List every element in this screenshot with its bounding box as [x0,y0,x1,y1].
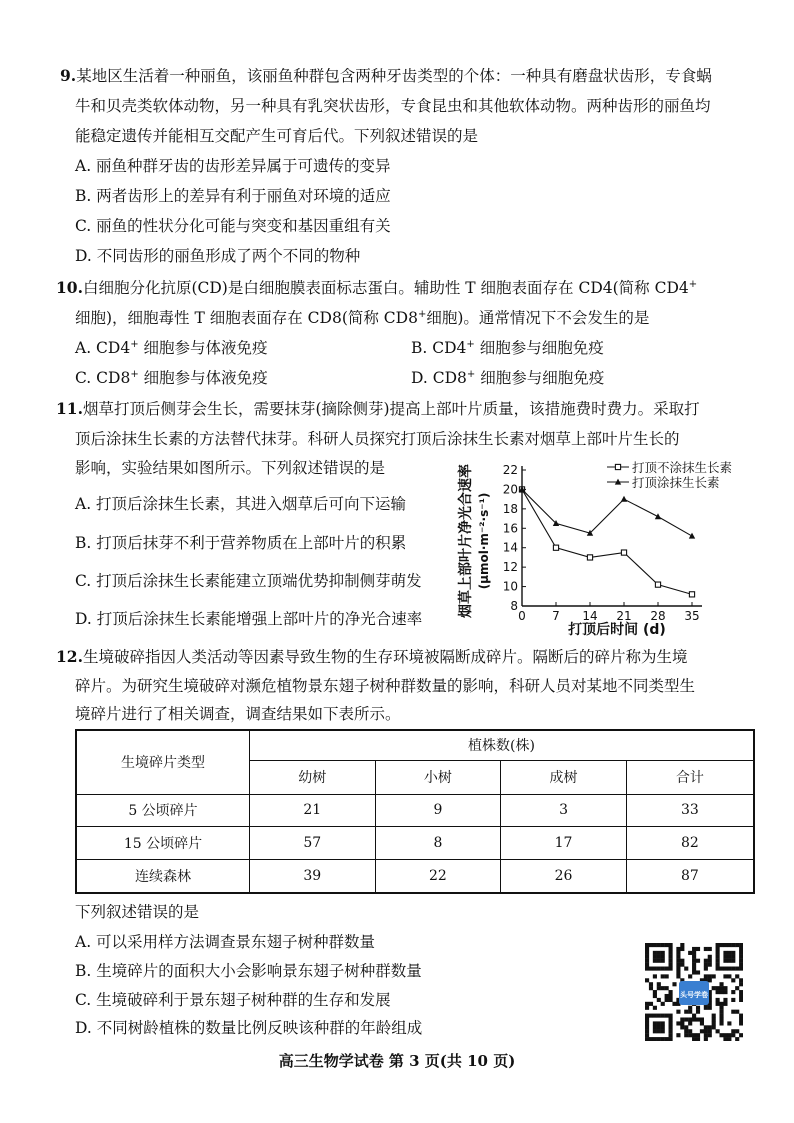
q10-option-d [411,368,604,388]
q9-line-3: 能稳定遗传并能相互交配产生可育后代。下列叙述错误的是 [75,127,479,145]
y-tick-label: 10 [502,579,518,594]
q12-option-b: B. 生境碎片的面积大小会影响景东翅子树种群数量 [75,962,422,980]
y-tick-label: 16 [502,521,518,536]
sup-plus: + [130,338,139,350]
q12-line-1 [56,647,687,667]
row-label: 连续森林 [76,860,250,894]
q11-option-a: A. 打顶后涂抹生长素，其进入烟草后可向下运输 [75,495,407,513]
x-tick-label: 7 [552,609,560,623]
qr-code-icon[interactable] [645,943,743,1041]
y-axis-unit: (μmol·m⁻²·s⁻¹) [477,492,491,590]
table-cell: 22 [375,860,501,894]
q9-line-1 [60,66,712,86]
q10-option-c [75,368,268,388]
q10-number: 10. [56,278,83,297]
table-cell: 3 [501,794,627,827]
table-cell: 39 [250,860,376,894]
q10-opt-b-pre: B. CD4 [411,339,467,357]
row-label: 15 公顷碎片 [76,827,250,860]
q12-text-1: 生境破碎指因人类活动等因素导致生物的生存环境被隔断成碎片。隔断后的碎片称为生境 [82,648,688,666]
table-cell: 8 [375,827,501,860]
line-chart [452,458,758,643]
data-point [621,550,626,555]
sup-plus: + [130,368,139,380]
q9-line-2: 牛和贝壳类软体动物，另一种具有乳突状齿形，专食昆虫和其他软体动物。两种齿形的丽鱼均 [75,97,711,115]
table-cell: 82 [626,827,754,860]
table-cell: 21 [250,794,376,827]
q9-option-b: B. 两者齿形上的差异有利于丽鱼对环境的适应 [75,187,391,205]
q10-opt-b-post: 细胞参与细胞免疫 [479,339,604,357]
data-point [655,513,661,519]
x-tick-label: 21 [616,609,632,623]
q10-text-1: 白细胞分化抗原(CD)是白细胞膜表面标志蛋白。辅助性 T 细胞表面存在 CD4(简称 CD4 [82,279,689,297]
legend-marker [615,464,620,469]
series-line-1 [522,489,692,594]
qr-badge: 头号学卷 [680,991,708,999]
q9-text-1: 某地区生活着一种丽鱼，该丽鱼种群包含两种牙齿类型的个体：一种具有磨盘状齿形，专食蜗 [76,67,712,85]
q10-opt-a-pre: A. CD4 [75,339,131,357]
q11-option-b: B. 打顶后抹芽不利于营养物质在上部叶片的积累 [75,534,407,552]
table-cell: 9 [375,794,501,827]
data-point [655,582,660,587]
table-cell: 33 [626,794,754,827]
q9-option-a: A. 丽鱼种群牙齿的齿形差异属于可遗传的变异 [75,157,391,175]
q10-opt-c-pre: C. CD8 [75,369,131,387]
q9-option-d: D. 不同齿形的丽鱼形成了两个不同的物种 [75,247,361,265]
q11-option-c: C. 打顶后涂抹生长素能建立顶端优势抑制侧芽萌发 [75,572,422,590]
data-point [689,592,694,597]
data-point [689,533,695,539]
q10-text-2b: 细胞)。通常情况下不会发生的是 [426,309,650,327]
q10-line-1 [56,278,697,298]
q12-line-2: 碎片。为研究生境破碎对濒危植物景东翅子树种群数量的影响，科研人员对某地不同类型生 [75,677,696,695]
q12-option-a: A. 可以采用样方法调查景东翅子树种群数量 [75,933,376,951]
sup-plus: + [688,278,698,290]
q10-option-a [75,338,268,358]
q10-line-2 [75,308,649,328]
table-row [76,827,754,860]
data-point [587,555,592,560]
x-axis-label: 打顶后时间 (d) [568,622,666,638]
q10-opt-c-post: 细胞参与体液免疫 [143,369,268,387]
q11-line-2: 顶后涂抹生长素的方法替代抹芽。科研人员探究打顶后涂抹生长素对烟草上部叶片生长的 [75,430,680,448]
q9-option-c: C. 丽鱼的性状分化可能与突变和基因重组有关 [75,217,391,235]
y-axis-label: 烟草上部叶片净光合速率 [458,464,474,618]
y-tick-label: 22 [502,463,518,477]
q10-opt-d-pre: D. CD8 [411,369,467,387]
sup-plus: + [466,368,476,380]
q11-option-d: D. 打顶后涂抹生长素能增强上部叶片的净光合速率 [75,610,423,628]
q11-line-3: 影响，实验结果如图所示。下列叙述错误的是 [75,459,386,477]
x-tick-label: 35 [684,609,700,623]
data-point [553,545,558,550]
table-header-row [76,730,754,760]
q10-opt-a-post: 细胞参与体液免疫 [143,339,268,357]
y-tick-label: 12 [502,560,518,575]
q10-option-b [411,338,604,358]
column-header: 成树 [501,760,627,794]
table-row [76,794,754,827]
y-tick-label: 18 [502,501,518,516]
table-cell: 26 [501,860,627,894]
q12-line-3: 境碎片进行了相关调查，调查结果如下表所示。 [75,705,401,723]
q12-stem: 下列叙述错误的是 [75,903,200,921]
table-cell: 87 [626,860,754,894]
series-line-2 [522,489,692,536]
q9-number: 9. [60,66,77,85]
column-header: 合计 [626,760,754,794]
q11-text-1: 烟草打顶后侧芽会生长，需要抹芽(摘除侧芽)提高上部叶片质量，该措施费时费力。采取打 [82,400,700,418]
y-tick-label: 8 [510,599,518,613]
q12-number: 12. [56,647,83,666]
x-tick-label: 28 [650,609,666,623]
q10-opt-d-post: 细胞参与细胞免疫 [480,369,605,387]
q12-option-d: D. 不同树龄植株的数量比例反映该种群的年龄组成 [75,1019,423,1037]
sup-plus: + [466,338,475,350]
table-cell: 17 [501,827,627,860]
x-tick-label: 0 [518,609,526,623]
q12-option-c: C. 生境破碎利于景东翅子树种群的生存和发展 [75,991,391,1009]
row-label: 5 公顷碎片 [76,794,250,827]
group-header-cell: 植株数(株) [250,730,755,760]
table-cell: 57 [250,827,376,860]
column-header: 幼树 [250,760,376,794]
q10-text-2: 细胞)，细胞毒性 T 细胞表面存在 CD8(简称 CD8 [75,309,418,327]
survey-table [75,729,755,894]
sup-plus: + [417,308,427,320]
q11-line-1 [56,399,700,419]
y-tick-label: 20 [502,482,518,497]
legend-label: 打顶不涂抹生长素 [632,460,733,475]
column-header: 小树 [375,760,501,794]
legend-label: 打顶涂抹生长素 [632,475,720,490]
page-footer: 高三生物学试卷 第 3 页(共 10 页) [278,1052,516,1070]
row-header-cell: 生境碎片类型 [76,730,250,794]
table-row [76,860,754,894]
y-tick-label: 14 [502,540,518,555]
x-tick-label: 14 [582,609,598,623]
q11-number: 11. [56,399,83,418]
data-point [621,496,627,502]
